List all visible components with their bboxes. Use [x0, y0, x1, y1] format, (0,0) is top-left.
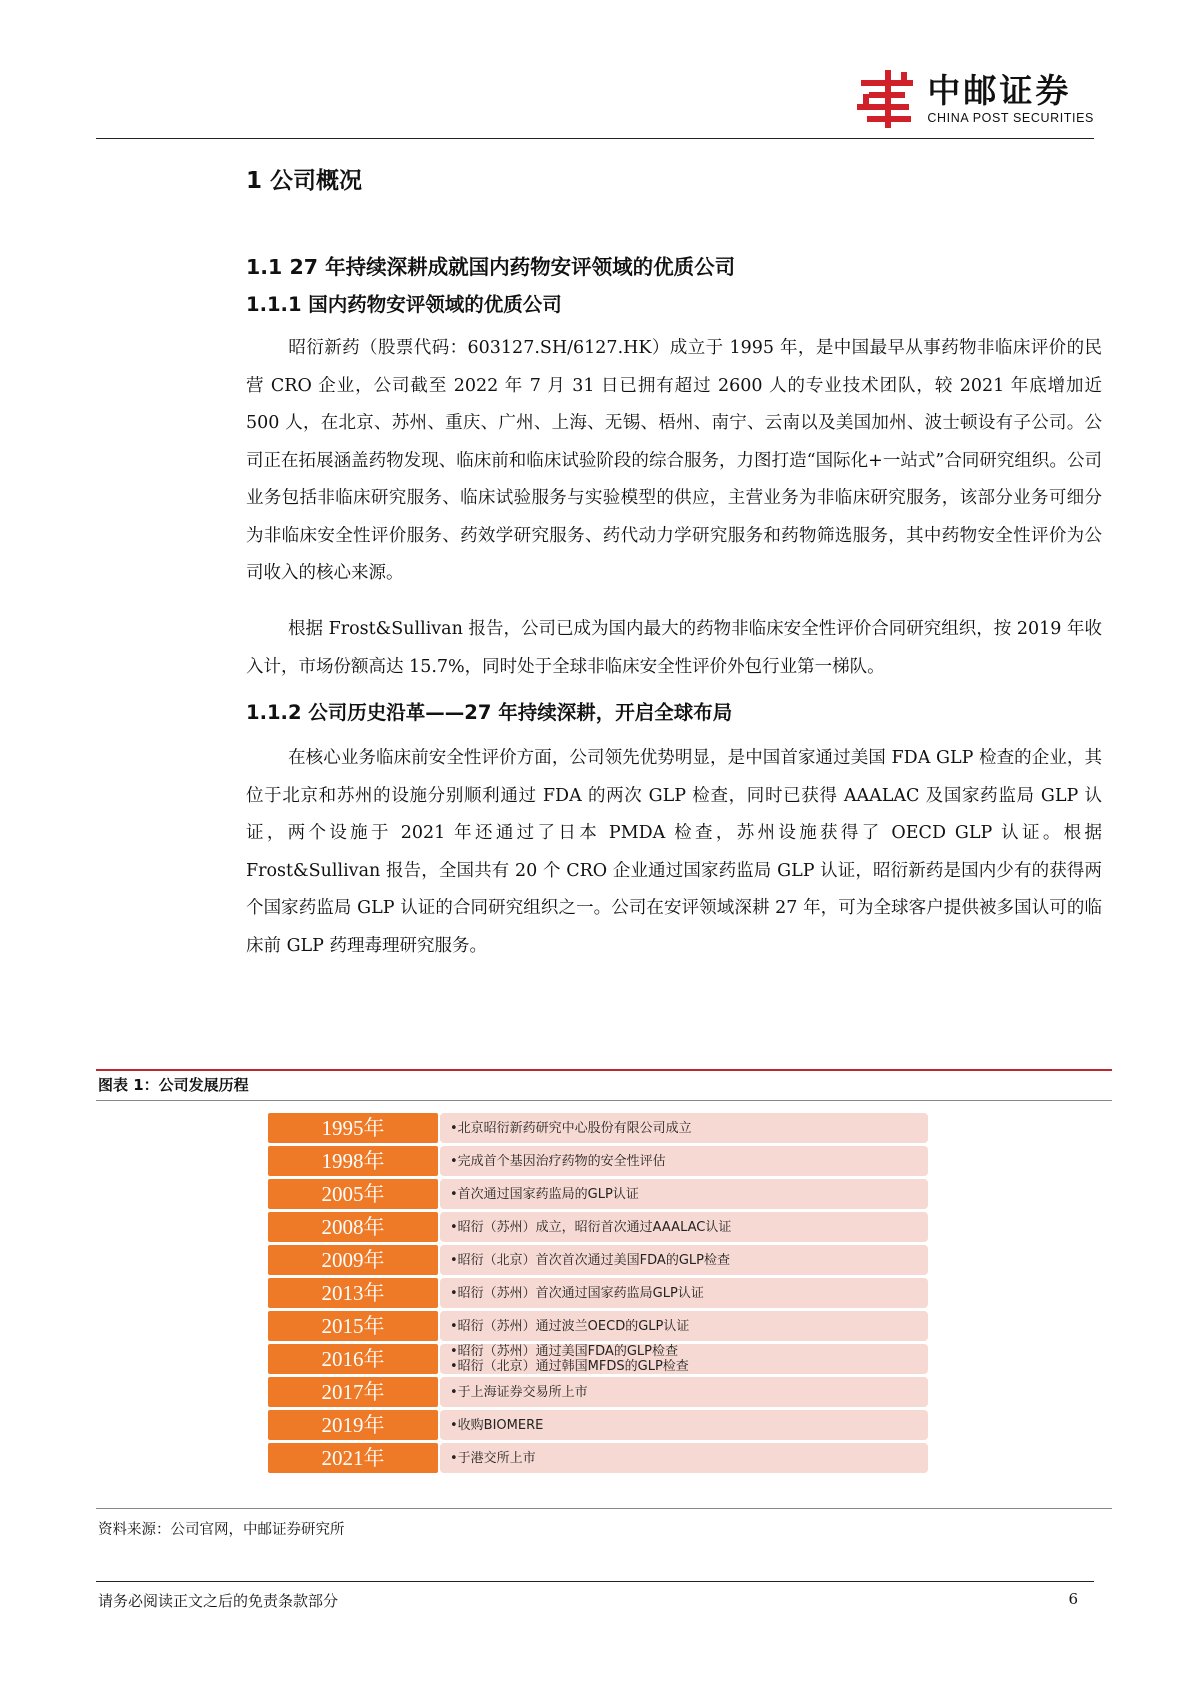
timeline-event: •完成首个基因治疗药物的安全性评估: [440, 1146, 928, 1176]
timeline-year: 2017年: [268, 1377, 438, 1407]
timeline-year: 2019年: [268, 1410, 438, 1440]
timeline-year: 2008年: [268, 1212, 438, 1242]
footer-disclaimer: 请务必阅读正文之后的免责条款部分: [98, 1592, 339, 1610]
subsubsection-title-1-1-1: 1.1.1 国内药物安评领域的优质公司: [246, 293, 562, 316]
page-number: 6: [1068, 1590, 1078, 1608]
timeline-row: [268, 1179, 928, 1209]
figure-bottom-rule: [96, 1508, 1112, 1509]
timeline-event: •首次通过国家药监局的GLP认证: [440, 1179, 928, 1209]
timeline-row: [268, 1212, 928, 1242]
timeline-event: •昭衍（北京）首次首次通过美国FDA的GLP检查: [440, 1245, 928, 1275]
timeline-year: 1998年: [268, 1146, 438, 1176]
logo-english-name: CHINA POST SECURITIES: [927, 111, 1094, 125]
timeline-year: 2005年: [268, 1179, 438, 1209]
body-paragraph-3: 在核心业务临床前安全性评价方面，公司领先优势明显，是中国首家通过美国 FDA GLP 检查的企业，其位于北京和苏州的设施分别顺利通过 FDA 的两次 GLP 检查，同时已获得 AAALAC 及国家药监局 GLP 认证，两个设施于 2021 年还通过了日本 PMDA 检查，苏州设施获得了 OECD GLP 认证。根据 Frost&Sullivan 报告，全国共有 20 个 CRO 企业通过国家药监局 GLP 认证，昭衍新药是国内少有的获得两个国家药监局 GLP 认证的合同研究组织之一。公司在安评领域深耕 27 年，可为全球客户提供被多国认可的临床前 GLP 药理毒理研究服务。: [246, 748, 1102, 956]
subsection-title: 1.1 27 年持续深耕成就国内药物安评领域的优质公司: [246, 255, 736, 279]
section-title: 1 公司概况: [246, 168, 363, 194]
timeline-event: •昭衍（苏州）首次通过国家药监局GLP认证: [440, 1278, 928, 1308]
china-post-logo-icon: [855, 68, 919, 130]
timeline-event: •于上海证券交易所上市: [440, 1377, 928, 1407]
timeline-year: 2009年: [268, 1245, 438, 1275]
page-header: [96, 60, 1094, 140]
body-paragraph-1: 昭衍新药（股票代码：603127.SH/6127.HK）成立于 1995 年，是中国最早从事药物非临床评价的民营 CRO 企业，公司截至 2022 年 7 月 31 日已拥有超过 2600 人的专业技术团队，较 2021 年底增加近 500 人，在北京、苏州、重庆、广州、上海、无锡、梧州、南宁、云南以及美国加州、波士顿设有子公司。公司正在拓展涵盖药物发现、临床前和临床试验阶段的综合服务，力图打造“国际化+一站式”合同研究组织。公司业务包括非临床研究服务、临床试验服务与实验模型的供应，主营业务为非临床研究服务，该部分业务可细分为非临床安全性评价服务、药效学研究服务、药代动力学研究服务和药物筛选服务，其中药物安全性评价为公司收入的核心来源。: [246, 338, 1102, 583]
logo-chinese-name: 中邮证券: [927, 71, 1072, 110]
timeline-event: •昭衍（苏州）通过波兰OECD的GLP认证: [440, 1311, 928, 1341]
footer-divider: [96, 1581, 1094, 1582]
timeline-event: •昭衍（苏州）通过美国FDA的GLP检查 •昭衍（北京）通过韩国MFDS的GLP检查: [440, 1344, 928, 1374]
timeline-year: 2021年: [268, 1443, 438, 1473]
timeline-row: [268, 1278, 928, 1308]
timeline-row: [268, 1146, 928, 1176]
figure-title-rule: [96, 1100, 1112, 1101]
timeline-row: [268, 1311, 928, 1341]
timeline-row: [268, 1377, 928, 1407]
body-paragraph-2: 根据 Frost&Sullivan 报告，公司已成为国内最大的药物非临床安全性评价合同研究组织，按 2019 年收入计，市场份额高达 15.7%，同时处于全球非临床安全性评价外包行业第一梯队。: [246, 619, 1102, 677]
timeline-row: [268, 1113, 928, 1143]
header-divider: [96, 138, 1094, 139]
timeline-event: •昭衍（苏州）成立，昭衍首次通过AAALAC认证: [440, 1212, 928, 1242]
timeline-event: •于港交所上市: [440, 1443, 928, 1473]
timeline-row: [268, 1443, 928, 1473]
timeline-event: •收购BIOMERE: [440, 1410, 928, 1440]
figure-top-rule: [96, 1069, 1112, 1071]
timeline-row: [268, 1410, 928, 1440]
company-logo: [855, 68, 1094, 130]
timeline-year: 2013年: [268, 1278, 438, 1308]
timeline-row: [268, 1344, 928, 1374]
timeline-row: [268, 1245, 928, 1275]
subsubsection-title-1-1-2: 1.1.2 公司历史沿革——27 年持续深耕，开启全球布局: [246, 701, 733, 724]
timeline-year: 1995年: [268, 1113, 438, 1143]
timeline-year: 2016年: [268, 1344, 438, 1374]
figure-title: 图表 1：公司发展历程: [98, 1076, 249, 1094]
timeline-event: •北京昭衍新药研究中心股份有限公司成立: [440, 1113, 928, 1143]
figure-source: 资料来源：公司官网，中邮证券研究所: [98, 1522, 345, 1538]
timeline-year: 2015年: [268, 1311, 438, 1341]
